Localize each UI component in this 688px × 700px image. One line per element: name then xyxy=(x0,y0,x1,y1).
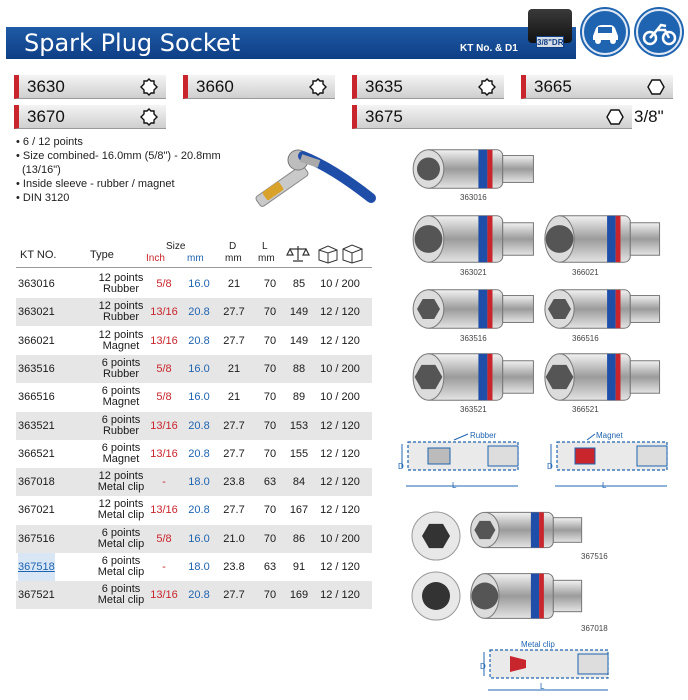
mm-cell: 20.8 xyxy=(188,334,210,347)
packing-cell: 12 / 120 xyxy=(320,504,360,517)
weight-cell: 89 xyxy=(292,391,306,404)
l-cell: 70 xyxy=(263,278,277,290)
type-points: 6 points xyxy=(101,526,141,539)
socket-363521-photo xyxy=(408,348,536,406)
inch-cell: 5/8 xyxy=(156,278,172,290)
inch-cell: 13/16 xyxy=(150,419,178,432)
drive-size-text: 3/8" xyxy=(634,107,664,126)
l-cell: 63 xyxy=(263,476,277,489)
feature-item: • 6 / 12 points xyxy=(16,136,83,148)
kt-number-cell: 363016 xyxy=(18,278,55,290)
packing-cell: 12 / 120 xyxy=(320,476,360,489)
type-insert: Rubber xyxy=(102,367,140,380)
type-insert: Metal clip xyxy=(97,594,145,607)
l-cell: 70 xyxy=(263,532,277,545)
col-d-unit: mm xyxy=(225,253,242,264)
page-title: Spark Plug Socket xyxy=(24,29,241,57)
weight-cell: 86 xyxy=(292,532,306,545)
l-cell: 70 xyxy=(263,362,277,375)
image-caption: 366516 xyxy=(572,334,599,343)
diameter-label: D xyxy=(480,662,486,671)
l-cell: 70 xyxy=(263,391,277,404)
col-inch-header: Inch xyxy=(146,253,165,264)
d-cell: 21 xyxy=(227,278,241,290)
car-icon xyxy=(582,9,628,55)
feature-item: (13/16") xyxy=(22,164,61,176)
magnet-label: Magnet xyxy=(596,431,623,440)
weight-cell: 84 xyxy=(292,476,306,489)
l-cell: 70 xyxy=(263,447,277,460)
drive-size-label: 3/8"DR xyxy=(537,38,564,47)
kit-box xyxy=(14,75,166,99)
mm-cell: 16.0 xyxy=(188,362,210,375)
d-cell: 21.0 xyxy=(223,532,245,545)
image-caption: 367018 xyxy=(581,624,608,633)
mm-cell: 20.8 xyxy=(188,306,210,319)
image-caption: 366021 xyxy=(572,268,599,277)
col-mm-header: mm xyxy=(187,253,204,264)
socket-363021-photo xyxy=(408,210,536,268)
col-l-unit: mm xyxy=(258,253,275,264)
kit-number: 3660 xyxy=(196,77,234,96)
d-cell: 27.7 xyxy=(223,589,245,602)
table-row xyxy=(16,327,372,355)
diameter-label: D xyxy=(398,462,404,471)
col-kt-header: KT NO. xyxy=(20,249,57,261)
kit-number: 3670 xyxy=(27,107,65,126)
packing-cell: 10 / 200 xyxy=(320,391,360,404)
table-row xyxy=(16,412,372,440)
kit-box xyxy=(14,105,166,129)
d-cell: 21 xyxy=(227,362,241,375)
col-size-header: Size xyxy=(166,241,186,252)
image-caption: 363521 xyxy=(460,405,487,414)
kit-number: 3630 xyxy=(27,77,65,96)
feature-item: • DIN 3120 xyxy=(16,192,70,204)
socket-363016-photo xyxy=(408,145,536,193)
packing-cell: 12 / 120 xyxy=(320,306,360,319)
socket-end-view-12pt xyxy=(410,570,462,622)
packing-cell: 10 / 200 xyxy=(320,278,360,290)
type-insert: Magnet xyxy=(102,396,140,409)
length-label: L xyxy=(540,682,545,691)
table-row xyxy=(16,468,372,496)
mm-cell: 18.0 xyxy=(188,561,210,573)
l-cell: 70 xyxy=(263,504,277,517)
inch-cell: 13/16 xyxy=(150,504,178,517)
weight-cell: 88 xyxy=(292,362,306,375)
inch-cell: - xyxy=(162,561,166,573)
packing-cell: 10 / 200 xyxy=(320,532,360,545)
type-points: 6 points xyxy=(101,583,141,596)
socket-366021-photo xyxy=(540,210,662,268)
kt-number-cell: 363521 xyxy=(18,419,55,432)
d-cell: 27.7 xyxy=(223,504,245,517)
mm-cell: 18.0 xyxy=(188,476,210,489)
packing-cell: 12 / 120 xyxy=(320,334,360,347)
length-label: L xyxy=(602,481,607,490)
kit-number: 3675 xyxy=(365,107,403,126)
d-cell: 23.8 xyxy=(223,476,245,489)
packing-cell: 12 / 120 xyxy=(320,561,360,573)
socket-366521-photo xyxy=(540,348,662,406)
length-label: L xyxy=(452,481,457,490)
kit-box xyxy=(183,75,335,99)
kt-number-cell: 366521 xyxy=(18,447,55,460)
type-insert: Magnet xyxy=(102,452,140,465)
col-l-header: L xyxy=(262,241,268,252)
weight-cell: 149 xyxy=(289,306,309,319)
d-cell: 27.7 xyxy=(223,306,245,319)
ratchet-photo xyxy=(243,140,383,216)
packing-cell: 12 / 120 xyxy=(320,589,360,602)
type-insert: Rubber xyxy=(102,283,140,295)
image-caption: 363021 xyxy=(460,268,487,277)
type-points: 6 points xyxy=(101,385,141,398)
col-d-header: D xyxy=(229,241,237,252)
type-points: 12 points xyxy=(98,328,144,341)
mm-cell: 20.8 xyxy=(188,504,210,517)
d-cell: 27.7 xyxy=(223,419,245,432)
kit-number: 3635 xyxy=(365,77,403,96)
image-caption: 363516 xyxy=(460,334,487,343)
kt-number-cell: 367521 xyxy=(18,589,55,602)
type-insert: Rubber xyxy=(102,311,140,324)
mm-cell: 20.8 xyxy=(188,447,210,460)
type-points: 12 points xyxy=(98,470,144,483)
kt-number-cell: 366516 xyxy=(18,391,55,404)
socket-367516-photo xyxy=(466,508,584,552)
d-cell: 27.7 xyxy=(223,447,245,460)
type-insert: Rubber xyxy=(102,424,140,437)
inch-cell: 5/8 xyxy=(156,391,172,404)
twelve-point-icon xyxy=(140,78,158,96)
metal-clip-label: Metal clip xyxy=(521,640,555,649)
socket-367018-photo xyxy=(466,568,584,624)
type-points: 12 points xyxy=(98,272,144,284)
kit-box xyxy=(352,75,504,99)
type-points: 6 points xyxy=(101,555,141,567)
col-type-header: Type xyxy=(90,249,114,261)
d-cell: 21 xyxy=(227,391,241,404)
mm-cell: 16.0 xyxy=(188,278,210,290)
type-insert: Metal clip xyxy=(97,481,145,494)
table-row xyxy=(16,355,372,383)
type-points: 6 points xyxy=(101,441,141,454)
inch-cell: 13/16 xyxy=(150,306,178,319)
kit-box xyxy=(352,105,632,129)
motorcycle-icon xyxy=(636,9,682,55)
diameter-label: D xyxy=(547,462,553,471)
kt-number-cell: 366021 xyxy=(18,334,55,347)
type-points: 6 points xyxy=(101,356,141,369)
type-points: 12 points xyxy=(98,300,144,313)
weight-cell: 167 xyxy=(289,504,309,517)
feature-item: • Inside sleeve - rubber / magnet xyxy=(16,178,175,190)
mm-cell: 16.0 xyxy=(188,391,210,404)
type-insert: Metal clip xyxy=(97,509,145,522)
d-cell: 23.8 xyxy=(223,561,245,573)
inch-cell: 13/16 xyxy=(150,334,178,347)
mm-cell: 20.8 xyxy=(188,589,210,602)
l-cell: 70 xyxy=(263,589,277,602)
type-insert: Metal clip xyxy=(97,537,145,550)
table-row xyxy=(16,496,372,524)
packing-cell: 10 / 200 xyxy=(320,362,360,375)
image-caption: 363016 xyxy=(460,193,487,202)
kt-number-cell: 367518 xyxy=(18,553,55,581)
kit-box xyxy=(521,75,673,99)
twelve-point-icon xyxy=(309,78,327,96)
header-subtitle: KT No. & D1 xyxy=(460,43,518,54)
type-points: 12 points xyxy=(98,498,144,511)
twelve-point-icon xyxy=(478,78,496,96)
weight-cell: 155 xyxy=(289,447,309,460)
mm-cell: 16.0 xyxy=(188,532,210,545)
hexagon-icon xyxy=(606,108,624,126)
l-cell: 70 xyxy=(263,419,277,432)
type-insert: Metal clip xyxy=(97,566,145,578)
socket-end-view-6pt xyxy=(410,510,462,562)
socket-366516-photo xyxy=(540,285,662,333)
image-caption: 367516 xyxy=(581,552,608,561)
table-row xyxy=(16,440,372,468)
table-row xyxy=(16,298,372,326)
table-row xyxy=(16,383,372,411)
weight-cell: 85 xyxy=(292,278,306,290)
weight-cell: 153 xyxy=(289,419,309,432)
hexagon-icon xyxy=(647,78,665,96)
packing-cell: 12 / 120 xyxy=(320,447,360,460)
feature-list xyxy=(16,135,221,205)
weight-cell: 149 xyxy=(289,334,309,347)
inch-cell: 5/8 xyxy=(156,532,172,545)
package-icon xyxy=(316,242,366,264)
kt-number-cell: 363021 xyxy=(18,306,55,319)
table-divider xyxy=(16,267,372,268)
packing-cell: 12 / 120 xyxy=(320,419,360,432)
rubber-label: Rubber xyxy=(470,431,497,440)
table-row xyxy=(16,553,372,581)
table-row xyxy=(16,525,372,553)
socket-363516-photo xyxy=(408,285,536,333)
inch-cell: - xyxy=(162,476,166,489)
l-cell: 70 xyxy=(263,334,277,347)
inch-cell: 13/16 xyxy=(150,589,178,602)
table-row xyxy=(16,581,372,609)
kit-number: 3665 xyxy=(534,77,572,96)
type-insert: Magnet xyxy=(102,339,140,352)
table-row xyxy=(16,270,372,298)
mm-cell: 20.8 xyxy=(188,419,210,432)
twelve-point-icon xyxy=(140,108,158,126)
l-cell: 63 xyxy=(263,561,277,573)
image-caption: 366521 xyxy=(572,405,599,414)
kt-number-cell: 367021 xyxy=(18,504,55,517)
d-cell: 27.7 xyxy=(223,334,245,347)
inch-cell: 13/16 xyxy=(150,447,178,460)
kt-number-cell: 367018 xyxy=(18,476,55,489)
l-cell: 70 xyxy=(263,306,277,319)
weight-scale-icon xyxy=(286,244,310,264)
kt-number-cell: 367516 xyxy=(18,532,55,545)
kt-number-cell: 363516 xyxy=(18,362,55,375)
inch-cell: 5/8 xyxy=(156,362,172,375)
feature-item: • Size combined- 16.0mm (5/8") - 20.8mm xyxy=(16,150,221,162)
weight-cell: 91 xyxy=(292,561,306,573)
type-points: 6 points xyxy=(101,413,141,426)
weight-cell: 169 xyxy=(289,589,309,602)
